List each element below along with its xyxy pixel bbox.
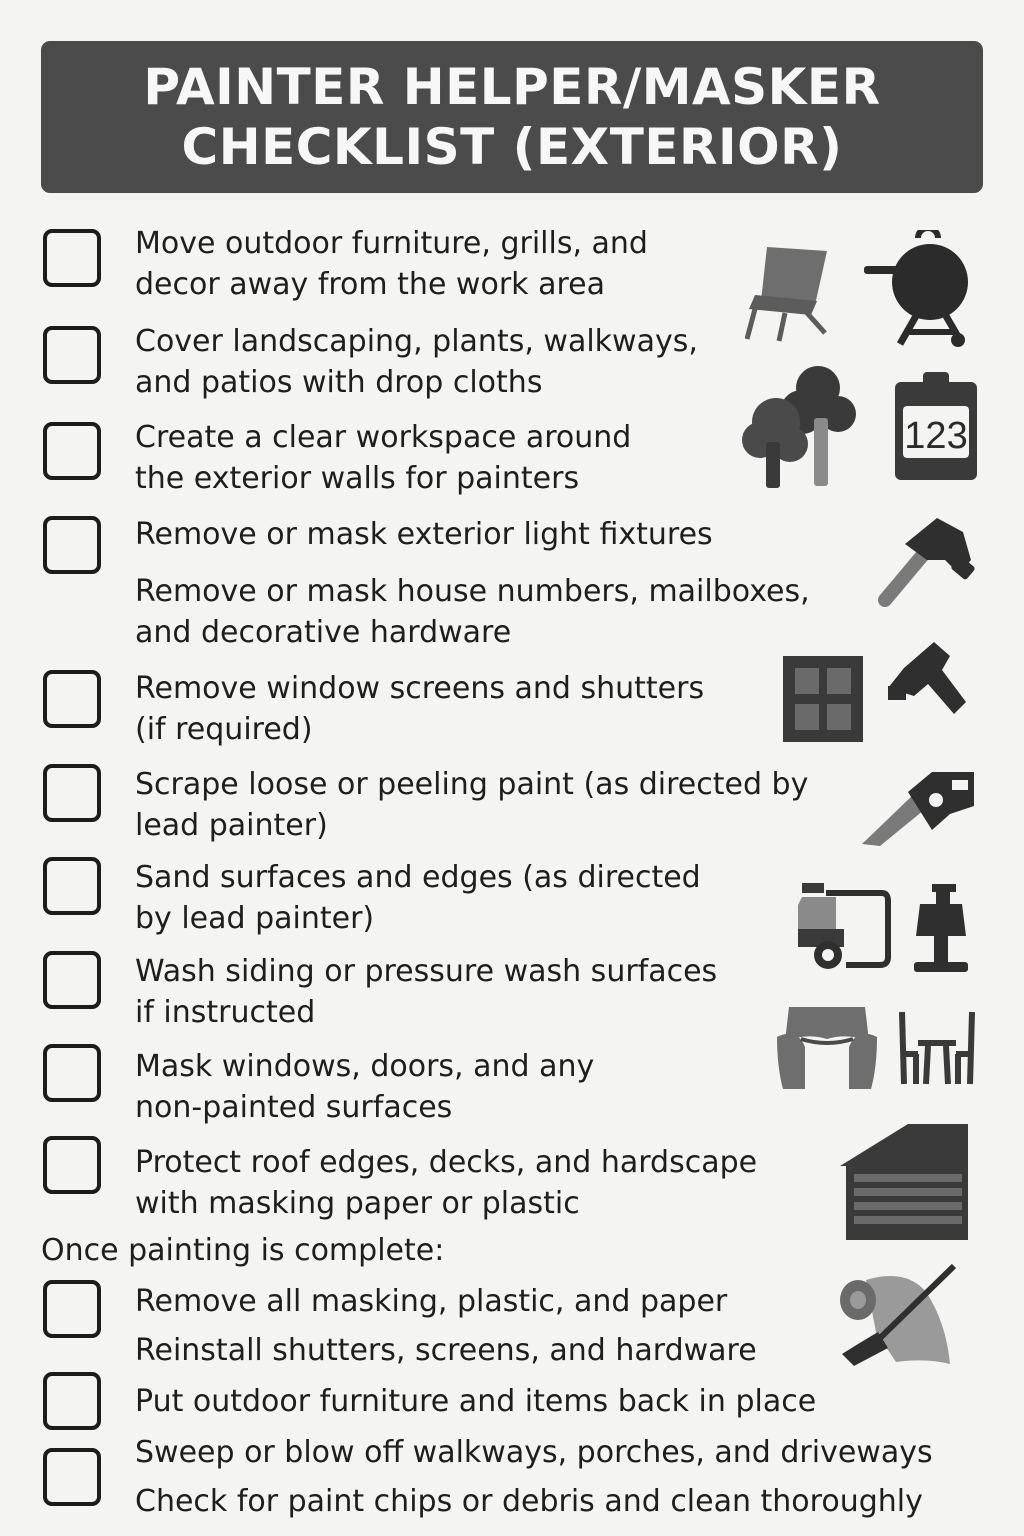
checkbox-remove-masking[interactable] [43, 1280, 101, 1338]
item-wash-siding: Wash siding or pressure wash surfaces if instructed [135, 954, 718, 1030]
patio-table-icon [896, 1010, 978, 1086]
item-remove-masking: Remove all masking, plastic, and paper [135, 1284, 728, 1319]
item-mask-windows: Mask windows, doors, and any non-painted surfaces [135, 1049, 595, 1125]
trees-icon [742, 362, 858, 490]
checkbox-window-screens[interactable] [43, 670, 101, 728]
checkbox-cover-landscaping[interactable] [43, 326, 101, 384]
checkbox-light-fixtures[interactable] [43, 516, 101, 574]
item-cover-landscaping: Cover landscaping, plants, walkways, and patios with drop cloths [135, 324, 698, 400]
window-icon [783, 656, 863, 742]
title-line-1: PAINTER HELPER/MASKER [143, 58, 881, 116]
item-put-furniture-back: Put outdoor furniture and items back in place [135, 1384, 817, 1419]
checkbox-scrape-paint[interactable] [43, 764, 101, 822]
chair-icon [745, 243, 833, 343]
sander-icon [912, 884, 970, 976]
item-check-paint-chips: Check for paint chips or debris and clean thoroughly [135, 1484, 923, 1519]
section-label-complete: Once painting is complete: [41, 1233, 445, 1268]
pressure-washer-icon [796, 883, 892, 971]
checkbox-mask-windows[interactable] [43, 1044, 101, 1102]
garage-icon [836, 1122, 970, 1242]
title-line-2: CHECKLIST (EXTERIOR) [181, 118, 843, 176]
checkbox-wash-siding[interactable] [43, 951, 101, 1009]
item-light-fixtures: Remove or mask exterior light fixtures [135, 517, 713, 552]
checkbox-clear-workspace[interactable] [43, 422, 101, 480]
item-scrape-paint: Scrape loose or peeling paint (as directed by lead painter) [135, 767, 809, 843]
covered-furniture-icon [777, 1007, 877, 1091]
item-clear-workspace: Create a clear workspace around the exterior walls for painters [135, 420, 632, 496]
heat-gun-icon [884, 638, 968, 716]
item-protect-roof: Protect roof edges, decks, and hardscape with masking paper or plastic [135, 1145, 758, 1221]
item-window-screens: Remove window screens and shutters (if required) [135, 671, 705, 747]
svg-text:123: 123 [904, 415, 968, 457]
plastic-roll-broom-icon [836, 1262, 960, 1372]
item-sweep-walkways: Sweep or blow off walkways, porches, and driveways [135, 1435, 933, 1470]
title-banner [41, 41, 983, 193]
checkbox-sand-surfaces[interactable] [43, 857, 101, 915]
scraper-icon [862, 770, 978, 846]
item-house-numbers: Remove or mask house numbers, mailboxes, and decorative hardware [135, 574, 810, 650]
item-reinstall-shutters: Reinstall shutters, screens, and hardware [135, 1333, 757, 1368]
checkbox-put-furniture-back[interactable] [43, 1372, 101, 1430]
hammer-icon [875, 514, 977, 610]
checkbox-move-furniture[interactable] [43, 229, 101, 287]
house-number-icon [893, 372, 979, 482]
item-move-furniture: Move outdoor furniture, grills, and decor away from the work area [135, 226, 648, 302]
item-sand-surfaces: Sand surfaces and edges (as directed by lead painter) [135, 860, 701, 936]
checkbox-sweep-walkways[interactable] [43, 1448, 101, 1506]
grill-icon [864, 230, 970, 348]
checkbox-protect-roof[interactable] [43, 1136, 101, 1194]
